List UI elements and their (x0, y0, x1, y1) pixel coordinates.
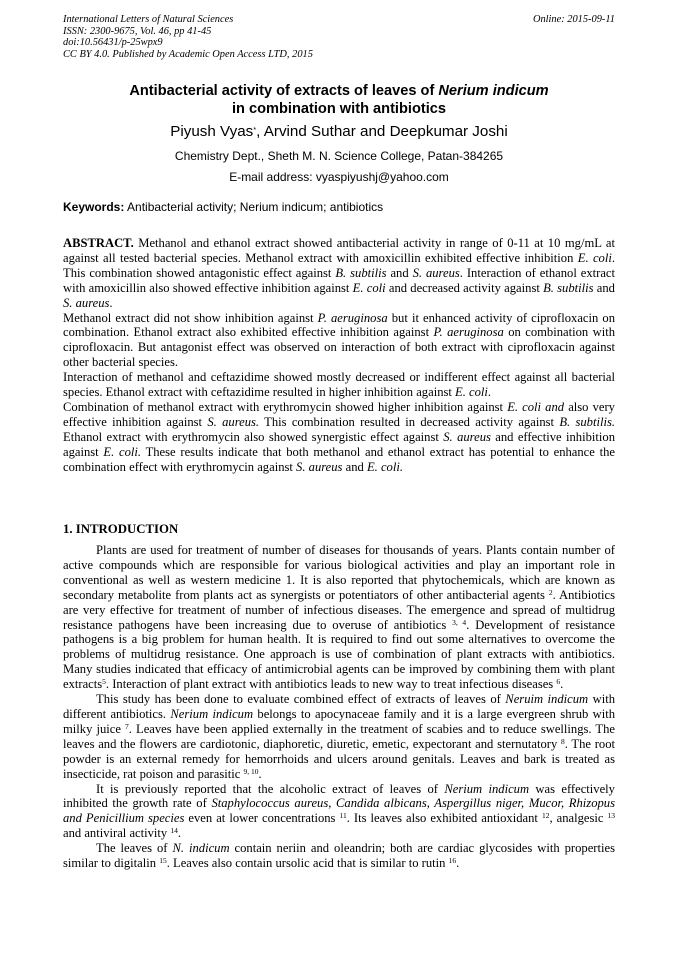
abstract-text: Interaction of methanol and ceftazidime showed mostly decreased or indifferent effect against all bacterial species. Ethanol extract with ceftazidime resulted in higher inhibition against (63, 370, 615, 400)
species-name: S. aureus (412, 265, 460, 280)
abstract-text: also very effective inhibition against (63, 399, 615, 429)
body-text: This study has been done to evaluate combined effect of extracts of leaves of (96, 692, 506, 707)
species-name: B. subtilis (543, 280, 594, 295)
body-text: . Leaves also contain ursolic acid that is similar to rutin (166, 856, 449, 871)
abstract-text: Methanol and ethanol extract showed antibacterial activity in range of 0-11 at 10 mg/mL at against all tested bacterial species. Methanol extract with amoxicillin exhibited effective inhibition (63, 236, 615, 265)
abstract-text: and (386, 265, 413, 280)
abstract-text: . Interaction of ethanol extract with amoxicillin also showed effective inhibition against (63, 265, 616, 295)
abstract-text: but it enhanced activity of ciprofloxacin on combination. Ethanol extract also exhibited effective inhibition against (63, 310, 615, 340)
body-text: was effectively inhibited the growth rate of (63, 781, 615, 811)
license-line: CC BY 4.0. Published by Academic Open Access LTD, 2015 (63, 48, 313, 60)
citation-ref: 11 (339, 811, 347, 821)
paper-title (63, 83, 615, 118)
author-list (63, 123, 615, 141)
body-text: even at lower concentrations (184, 811, 340, 826)
species-name: P. aeruginosa (317, 310, 388, 325)
abstract-text: . This combination showed antagonistic effect against (63, 250, 615, 280)
abstract-paragraph-1 (63, 236, 615, 311)
species-name: E. coli (577, 250, 612, 265)
abstract-text: . (487, 385, 492, 400)
abstract-text: and effective inhibition against (63, 429, 615, 459)
title-species: Nerium indicum (438, 83, 549, 99)
body-text: . (258, 766, 262, 781)
abstract-text: . (109, 295, 113, 310)
body-text: . Antibiotics are very effective for treatment of number of infectious diseases. The emergence and spread of multidrug resistance pathogens have been increasing due to overuse of antibiotics (63, 587, 615, 632)
abstract-text: and decreased activity against (385, 280, 544, 295)
citation-ref: 12 (541, 811, 550, 821)
abstract-text: This combination resulted in decreased activity against (259, 414, 560, 429)
abstract-paragraph-4 (63, 400, 615, 475)
title-line1: Antibacterial activity of extracts of leaves of (129, 83, 439, 99)
body-text: , analgesic (549, 811, 608, 826)
body-text: . (456, 856, 460, 871)
body-text: . Its leaves also exhibited antioxidant (346, 811, 542, 826)
body-text: . Interaction of plant extract with antibiotics leads to new way to treat infectious diseases (105, 677, 557, 692)
abstract-text: These results indicate that both methanol and ethanol extract has potential to enhance the combination effect with erythromycin against (63, 444, 615, 474)
species-name: E. coli. (366, 459, 403, 474)
species-name: P. aeruginosa (433, 325, 504, 340)
species-name: S. aureus (63, 295, 110, 310)
body-text: It is previously reported that the alcoholic extract of leaves of (96, 781, 445, 796)
abstract-paragraph-2 (63, 311, 615, 371)
journal-name: International Letters of Natural Sciences (63, 14, 234, 25)
species-name: E. coli (455, 385, 488, 400)
species-name: E. coli (352, 280, 386, 295)
other-authors: , Arvind Suthar and Deepkumar Joshi (256, 123, 508, 140)
species-name: N. indicum (172, 841, 230, 856)
citation-ref: 8 (560, 736, 565, 746)
body-text: with different antibiotics. (63, 692, 615, 721)
corresponding-mark: * (253, 125, 257, 134)
citation-ref: 14 (170, 826, 178, 836)
title-line2: in combination with antibiotics (231, 100, 447, 117)
body-text: The leaves of (96, 841, 173, 856)
species-name: Candida albicans, Aspergillus niger, Mucor, Rhizopus and Penicillium species (63, 796, 615, 826)
introduction-body (63, 543, 615, 871)
abstract-paragraph-3 (63, 370, 615, 400)
citation-ref: 13 (607, 811, 615, 821)
citation-ref: 5 (102, 677, 106, 687)
abstract-text: and (593, 280, 615, 295)
citation-ref: 2 (548, 587, 553, 597)
species-name: B. subtilis. (559, 414, 616, 429)
abstract (63, 236, 615, 475)
species-name: S. aureus (296, 459, 343, 474)
body-text: Plants are used for treatment of number of diseases for thousands of years. Plants contain number of active compounds which are responsible for various biological activities and play an important role in conventional as well as western medicine 1. It is also reported that phytochemicals, which are known as secondary metabolite from plants act as synergists or potentiators of other antibacterial agents (63, 543, 615, 602)
abstract-text: on combination with ciprofloxacin. But antagonist effect was observed on interaction of both extract with ciprofloxacin against other bacterial species. (63, 325, 615, 370)
abstract-text: Combination of methanol extract with erythromycin showed higher inhibition against (63, 399, 508, 414)
species-name: Nerium indicum (170, 706, 254, 721)
species-name: Neruim indicum (505, 692, 589, 707)
species-name: E. coli and (507, 399, 565, 414)
abstract-text: and (342, 459, 367, 474)
citation-ref: 3, 4 (452, 617, 467, 627)
citation-ref: 9, 10 (243, 766, 259, 776)
body-text: . (177, 826, 182, 841)
body-text: contain neriin and oleandrin; both are cardiac glycosides with properties similar to digitalin (63, 841, 615, 871)
issn-line: ISSN: 2300-9675, Vol. 46, pp 41-45 (63, 25, 212, 37)
body-text: . The root powder is an external remedy for hemorrhoids and ulcers around genitals. Leaves and bark is treated as insecticide, rat poison and parasitic (63, 736, 615, 781)
species-name: B. subtilis (335, 265, 387, 280)
body-text: . (560, 677, 564, 692)
keywords (63, 200, 615, 215)
abstract-label: ABSTRACT. (63, 236, 134, 250)
species-name: E. coli. (103, 444, 142, 459)
species-name: S. aureus. (207, 414, 260, 429)
body-text: and antiviral activity (63, 826, 171, 841)
doi-line: doi:10.56431/p-25wpx9 (63, 37, 163, 49)
section-heading-introduction: 1. INTRODUCTION (63, 522, 179, 536)
abstract-text: Methanol extract did not show inhibition against (63, 310, 318, 325)
citation-ref: 16 (448, 856, 457, 866)
citation-ref: 6 (556, 677, 561, 687)
body-text: , (328, 796, 337, 811)
citation-ref: 7 (125, 721, 129, 731)
species-name: S. aureus (443, 429, 491, 444)
body-text: . Development of resistance pathogens is a big problem for human health. It is required to find out some alternatives to overcome the problems of multidrug resistance. One approach is use of combination of plant extracts with antibiotics. Many studies indicated that efficacy of antimicrobial agents can be improved by combining them with plant extracts (63, 617, 615, 692)
body-text: . Leaves have been applied externally in the treatment of scabies and to reduce swellings. The leaves and the flowers are cardiotonic, diaphoretic, diuretic, emetic, expectorant and sternutatory (63, 721, 615, 751)
online-date: Online: 2015-09-11 (532, 14, 615, 25)
first-author: Piyush Vyas (170, 123, 254, 140)
abstract-text: Ethanol extract with erythromycin also showed synergistic effect against (63, 429, 444, 444)
intro-paragraph-2 (63, 692, 615, 781)
affiliation: Chemistry Dept., Sheth M. N. Science College, Patan-384265 (174, 149, 504, 163)
keywords-text: Antibacterial activity; Nerium indicum; antibiotics (124, 200, 384, 214)
journal-header (63, 14, 615, 60)
email-address: E-mail address: vyaspiyushj@yahoo.com (229, 170, 449, 184)
intro-paragraph-3 (63, 782, 615, 842)
species-name: Nerium indicum (444, 781, 530, 796)
intro-paragraph-1 (63, 543, 615, 692)
keywords-label: Keywords: (63, 200, 125, 214)
citation-ref: 15 (159, 856, 167, 866)
species-name: Staphylococcus aureus (211, 796, 329, 811)
body-text: belongs to apocynaceae family and it is a large evergreen shrub with milky juice (63, 706, 615, 736)
intro-paragraph-4 (63, 841, 615, 871)
